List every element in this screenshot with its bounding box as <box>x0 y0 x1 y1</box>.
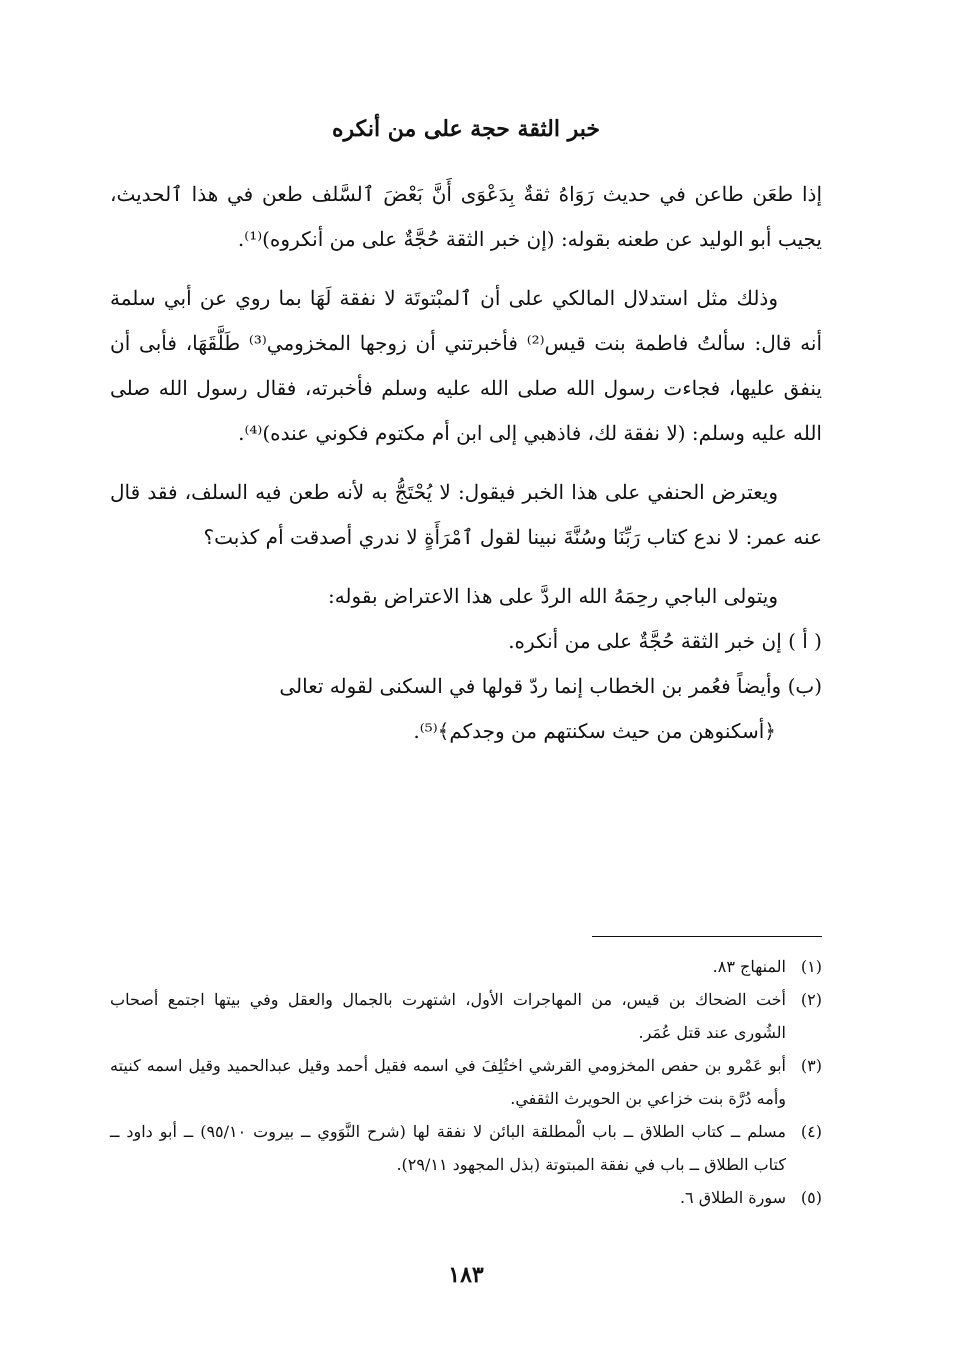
footnote-number: (١) <box>800 957 822 976</box>
footnote-5 <box>110 1181 822 1214</box>
footnote-text: سورة الطلاق ٦. <box>679 1188 786 1207</box>
list-text-b: وأيضاً فعُمر بن الخطاب إنما ردّ قولها في السكنى لقوله تعالى <box>279 674 782 698</box>
list-marker-a: ( أ ) <box>788 629 822 653</box>
footnote-2 <box>110 983 822 1049</box>
list-item-a <box>110 619 822 664</box>
paragraph-4: ويتولى الباجي رحِمَهُ الله الردَّ على هذا الاعتراض بقوله: <box>327 584 778 608</box>
page-title: خبر الثقة حجة على من أنكره <box>332 116 600 142</box>
list-text-a: إن خبر الثقة حُجَّةٌ على من أنكره. <box>508 629 782 653</box>
footnote-1 <box>110 950 822 983</box>
footnote-3 <box>110 1049 822 1115</box>
footnote-number: (٣) <box>800 1056 822 1075</box>
list-marker-b: (ب) <box>787 674 822 698</box>
footnote-number: (٢) <box>800 990 822 1009</box>
document-page <box>110 0 822 1367</box>
paragraph-3: ويعترض الحنفي على هذا الخبر فيقول: لا يُحْتَجُّ به لأنه طعن فيه السلف، فقد قال عنه عمر: لا ندع كتاب رَبِّنَا وسُنَّةَ نبينا لقول ٱمْرَأَةٍ لا ندري أصدقت أم كذبت؟ <box>110 480 822 549</box>
footnotes <box>110 950 822 1214</box>
page-number: ١٨٣ <box>448 1262 484 1288</box>
main-text <box>110 172 822 754</box>
footnote-divider <box>592 936 822 937</box>
footnote-number: (٥) <box>800 1188 822 1207</box>
footnote-number: (٤) <box>800 1122 822 1141</box>
footnote-text: أخت الضحاك بن قيس، من المهاجرات الأول، اشتهرت بالجمال والعقل وفي بيتها اجتمع أصحاب الشُورى عند قتل عُمَر. <box>110 990 786 1042</box>
paragraph-1: إذا طعَن طاعن في حديث رَوَاهُ ثقةٌ بِدَعْوَى أَنَّ بَعْضَ ٱلسَّلف طعن في هذا ٱلحديث، يجيب أبو الوليد عن طعنه بقوله: (إن خبر الثقة حُجَّةٌ على من أنكروه)⁽¹⁾. <box>110 182 822 251</box>
list <box>110 619 822 754</box>
footnote-text: أبو عَمْرو بن حفص المخزومي القرشي اختُلِفَ في اسمه فقيل أحمد وقيل عبدالحميد وقيل اسمه كنيته وأمه دُرَّة بنت خزاعي بن الحويرث الثقفي. <box>110 1056 786 1108</box>
footnote-text: مسلم ــ كتاب الطلاق ــ باب الْمطلقة البائن لا نفقة لها (شرح النَّوَوي ــ بيروت ٩٥/١٠) ــ أبو داود ــ كتاب الطلاق ــ باب في نفقة المبتوتة (بذل المجهود ٢٩/١١). <box>110 1122 786 1174</box>
list-item-b <box>110 664 822 709</box>
paragraph-2: وذلك مثل استدلال المالكي على أن ٱلمبْتوتَة لا نفقة لَهَا بما روي عن أبي سلمة أنه قال: سألتُ فاطمة بنت قيس⁽²⁾ فأخبرتني أن زوجها المخزومي⁽³⁾ طَلَّقَهَا، فأبى أن ينفق عليها، فجاءت رسول الله صلى الله عليه وسلم فأخبرته، فقال رسول الله صلى الله عليه وسلم: (لا نفقة لك، فاذهبي إلى ابن أم مكتوم فكوني عنده)⁽⁴⁾. <box>110 286 823 445</box>
list-item-b-quote: ﴿أسكنوهن من حيث سكنتهم من وجدكم﴾⁽⁵⁾. <box>413 719 776 743</box>
footnote-text: المنهاج ٨٣. <box>712 957 786 976</box>
footnote-4 <box>110 1115 822 1181</box>
